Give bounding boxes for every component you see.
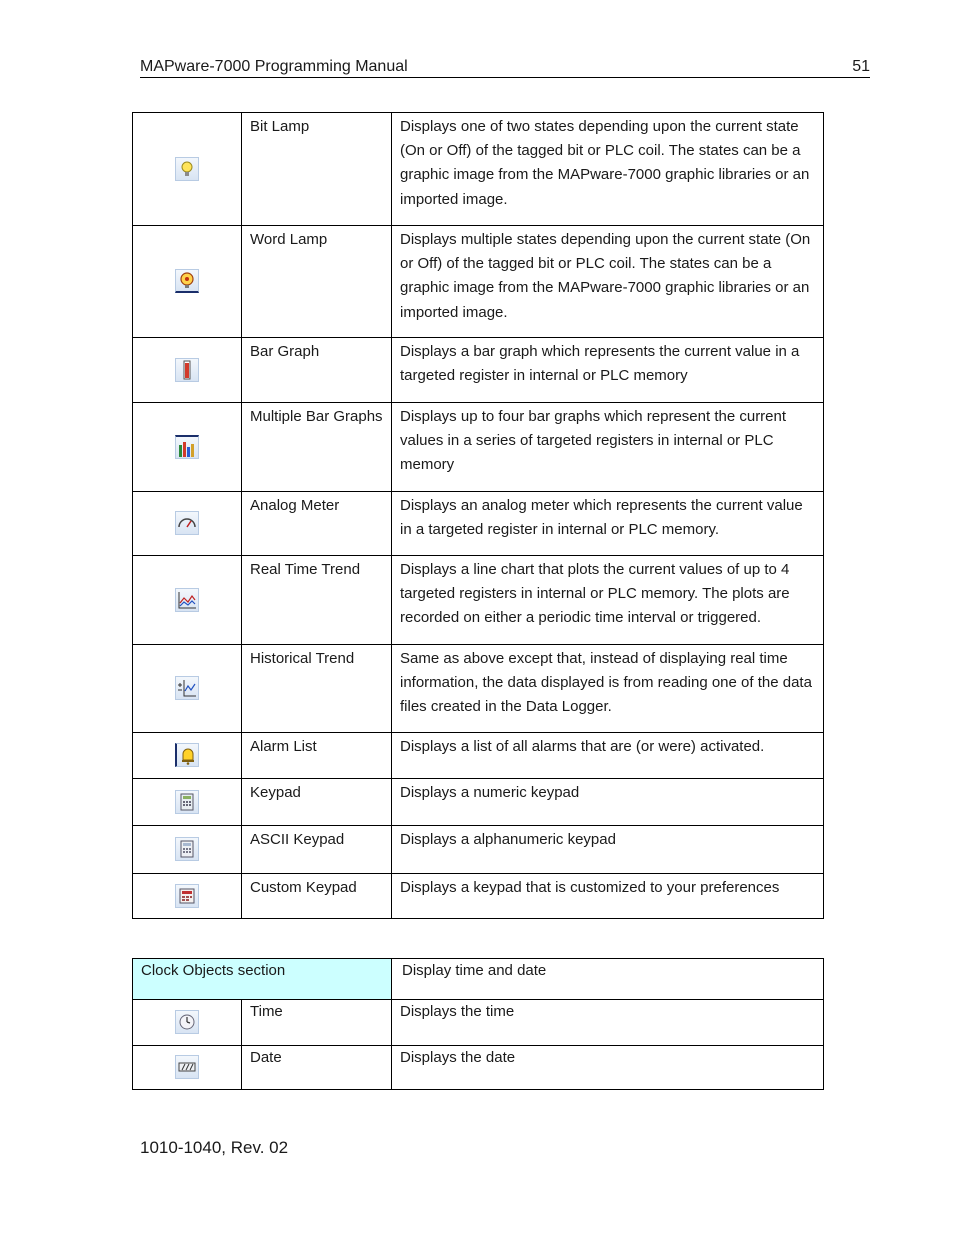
object-name: Multiple Bar Graphs	[242, 403, 392, 492]
table-row	[133, 1000, 824, 1046]
object-name: Custom Keypad	[242, 874, 392, 919]
document-number: 1010-1040, Rev. 02	[140, 1138, 289, 1157]
object-name: Historical Trend	[242, 645, 392, 733]
lamp-icon	[175, 269, 199, 293]
object-name: Date	[242, 1046, 392, 1090]
table-row	[133, 113, 824, 226]
object-name: Keypad	[242, 779, 392, 826]
object-name: Word Lamp	[242, 226, 392, 338]
object-description: Displays an analog meter which represents the current value in a targeted register in internal or PLC memory.	[392, 492, 824, 556]
object-name: Real Time Trend	[242, 556, 392, 645]
table-row	[133, 403, 824, 492]
object-name: Analog Meter	[242, 492, 392, 556]
section-description: Display time and date	[392, 959, 824, 1000]
object-description: Displays a numeric keypad	[392, 779, 824, 826]
object-description: Same as above except that, instead of displaying real time information, the data displayed is from reading one of the data files created in the Data Logger.	[392, 645, 824, 733]
object-description: Displays a line chart that plots the current values of up to 4 targeted registers in internal or PLC memory. The plots are recorded on either a periodic time interval or triggered.	[392, 556, 824, 645]
object-description: Displays one of two states depending upon the current state (On or Off) of the tagged bit or PLC coil. The states can be a graphic image from the MAPware-7000 graphic libraries or an imported image.	[392, 113, 824, 226]
table-row	[133, 492, 824, 556]
object-name: Time	[242, 1000, 392, 1046]
object-description: Displays a bar graph which represents the current value in a targeted register in internal or PLC memory	[392, 338, 824, 403]
object-description: Displays a list of all alarms that are (or were) activated.	[392, 733, 824, 779]
table-row	[133, 779, 824, 826]
keypad-icon	[175, 790, 199, 814]
calendar-date-icon	[175, 1055, 199, 1079]
table-row	[133, 874, 824, 919]
object-description: Displays a keypad that is customized to your preferences	[392, 874, 824, 919]
alarm-bell-icon	[175, 743, 199, 767]
bar-graph-icon	[175, 358, 199, 382]
table-row	[133, 556, 824, 645]
table-row	[133, 733, 824, 779]
line-chart-icon	[175, 588, 199, 612]
historical-trend-icon	[175, 676, 199, 700]
analog-meter-icon	[175, 511, 199, 535]
section-title: Clock Objects section	[133, 959, 392, 1000]
manual-title: MAPware-7000 Programming Manual	[140, 58, 408, 75]
table-row	[133, 338, 824, 403]
table-row	[133, 645, 824, 733]
light-bulb-icon	[175, 157, 199, 181]
object-description: Displays multiple states depending upon the current state (On or Off) of the tagged bit or PLC coil. The states can be a graphic image from the MAPware-7000 graphic libraries or an imported image.	[392, 226, 824, 338]
object-description: Displays up to four bar graphs which represent the current values in a series of targeted registers in internal or PLC memory	[392, 403, 824, 492]
ascii-keypad-icon	[175, 837, 199, 861]
table-row	[133, 826, 824, 874]
object-name: Bit Lamp	[242, 113, 392, 226]
clock-icon	[175, 1010, 199, 1034]
table-row	[133, 226, 824, 338]
object-description: Displays the date	[392, 1046, 824, 1090]
table-row	[133, 1046, 824, 1090]
object-description: Displays the time	[392, 1000, 824, 1046]
page-header	[140, 57, 870, 78]
clock-objects-table	[132, 958, 824, 1090]
object-name: Alarm List	[242, 733, 392, 779]
object-name: ASCII Keypad	[242, 826, 392, 874]
object-description: Displays a alphanumeric keypad	[392, 826, 824, 874]
custom-keypad-icon	[175, 884, 199, 908]
multiple-bar-graph-icon	[175, 435, 199, 459]
objects-table	[132, 112, 824, 919]
section-header-row	[133, 959, 824, 1000]
page-number: 51	[852, 58, 870, 75]
object-name: Bar Graph	[242, 338, 392, 403]
